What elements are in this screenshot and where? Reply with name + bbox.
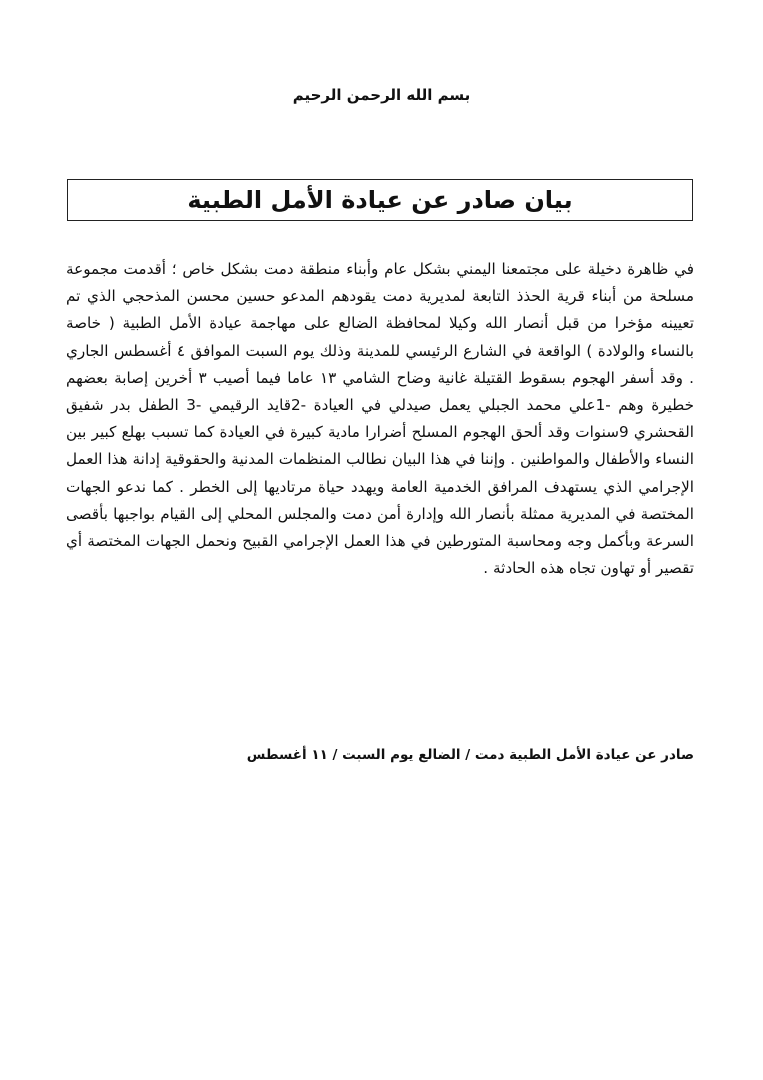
statement-footer: صادر عن عيادة الأمل الطبية دمت / الضالع يوم السبت / ١١ أغسطس bbox=[246, 747, 694, 763]
basmala-heading: بسم الله الرحمن الرحيم bbox=[292, 86, 471, 104]
statement-title: بيان صادر عن عيادة الأمل الطبية bbox=[187, 186, 573, 214]
statement-body: في ظاهرة دخيلة على مجتمعنا اليمني بشكل عام وأبناء منطقة دمت بشكل خاص ؛ أقدمت مجموعة مسلحة من أبناء قرية الحذذ التابعة لمديرية دمت يقودهم المدعو حسين محسن المذحجي الذي تم تعيينه مؤخرا من قبل أنصار الله وكيلا لمحافظة الضالع على مهاجمة عيادة الأمل الطبية ( خاصة بالنساء والولادة ) الواقعة في الشارع الرئيسي للمدينة وذلك يوم السبت الموافق ٤ أغسطس الجاري . وقد أسفر الهجوم بسقوط القتيلة غانية وضاح الشامي ١٣ عاما فيما أصيب ٣ أخرين إصابة بعضهم خطيرة وهم -1علي محمد الجبلي يعمل صيدلي في العيادة -2قايد الرقيمي -3 الطفل بدر شفيق القحشري 9سنوات وقد ألحق الهجوم المسلح أضرارا مادية كبيرة في العيادة كما تسبب بهلع كبير بين النساء والأطفال والمواطنين . وإننا في هذا البيان نطالب المنظمات المدنية والحقوقية إدانة هذا العمل الإجرامي الذي يستهدف المرافق الخدمية العامة ويهدد حياة مرتاديها إلى الخطر . كما ندعو الجهات المختصة في المديرية ممثلة بأنصار الله وإدارة أمن دمت والمجلس المحلي إلى القيام بواجبها بأقصى السرعة وبأكمل وجه ومحاسبة المتورطين في هذا العمل الإجرامي القبيح ونحمل الجهات المختصة أي تقصير أو تهاون تجاه هذه الحادثة . bbox=[66, 260, 695, 578]
title-box bbox=[67, 179, 693, 221]
